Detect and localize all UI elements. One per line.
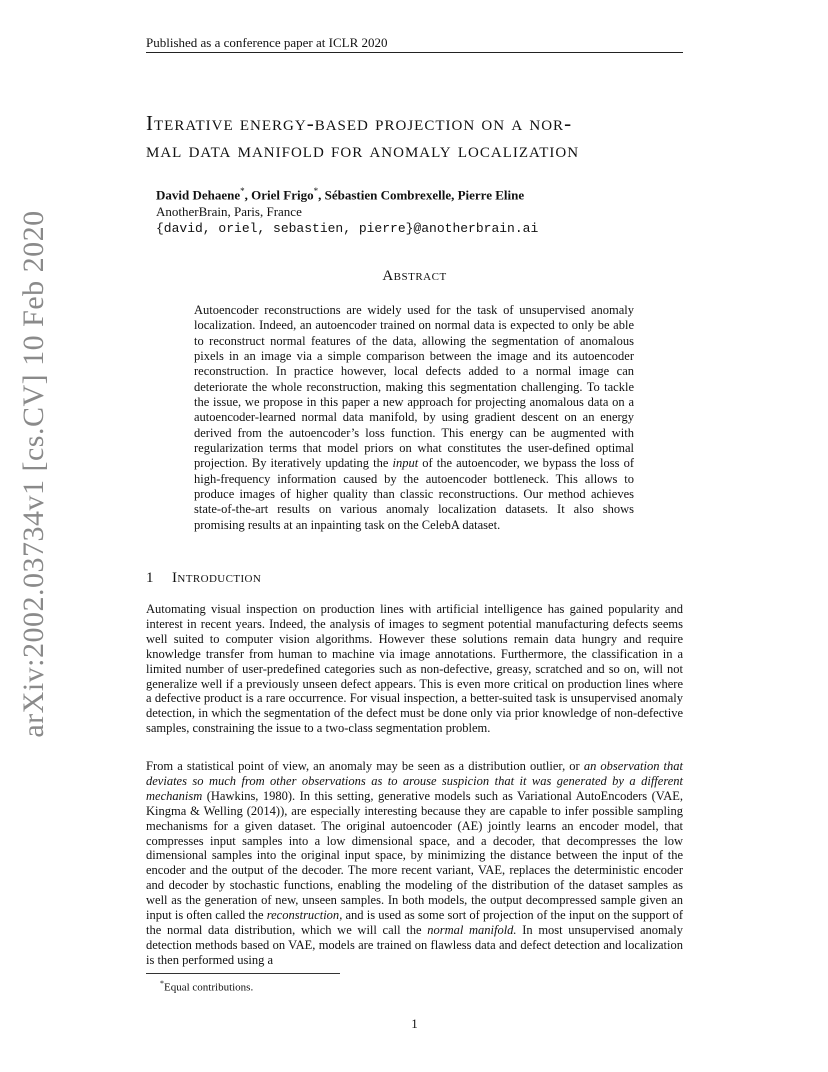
abstract-body xyxy=(194,303,634,533)
title-line-2: mal data manifold for anomaly localization xyxy=(146,138,580,162)
footnote-text: Equal contributions. xyxy=(164,981,254,994)
paragraph-text: (Hawkins, 1980). In this setting, generative models such as Variational AutoEncoders (VAE, Kingma & Welling (2014)), are especially interesting because they are capable to infer possible sampling mechanisms for a given dataset. The original autoencoder (AE) jointly learns an encoder model, that compresses input samples into a low dimensional space, and a decoder, that decompresses the low dimensional samples into the original input space, by minimizing the distance between the input of the encoder and the output of the decoder. The more recent variant, VAE, replaces the deterministic encoder and decoder by stochastic functions, enabling the modeling of the distribution of the dataset samples as well as the generation of new, unseen samples. In both models, the output decompressed sample given an input is often called the xyxy=(146,788,683,923)
author-emails: {david, oriel, sebastien, pierre}@anotherbrain.ai xyxy=(156,221,539,237)
author-name: David Dehaene xyxy=(156,187,241,203)
paragraph-italic: normal manifold. xyxy=(427,922,517,937)
author-name: Oriel Frigo xyxy=(251,187,314,203)
paragraph-italic: reconstruction xyxy=(266,908,340,923)
header-rule xyxy=(146,52,683,53)
title-line-1: Iterative energy-based projection on a nor- xyxy=(146,111,573,135)
equal-contribution-mark: * xyxy=(313,186,319,196)
equal-contribution-mark: * xyxy=(240,186,245,196)
section-number: 1 xyxy=(146,570,154,586)
abstract-text: Autoencoder reconstructions are widely used for the task of unsupervised anomaly localization. Indeed, an autoencoder trained on normal data is expected to only be able to reconstruct normal features of the data, allowing the segmentation of anomalous pixels in an image via a simple comparison between the image and its autoencoder reconstruction. In practice however, local defects added to a normal image can deteriorate the whole reconstruction, making this segmentation challenging. To tackle the issue, we propose in this paper a new approach for projecting anomalous data on a autoencoder-learned normal data manifold, by using gradient descent on an energy derived from the autoencoder’s loss function. This energy can be augmented with regularization terms that model priors on what constitutes the user-defined optimal projection. By iteratively updating the xyxy=(194,303,634,471)
paragraph: Automating visual inspection on production lines with artificial intelligence has gained popularity and interest in recent years. Indeed, the analysis of images to segment potential manufacturing defects seems well suited to computer vision algorithms. However these solutions remain data hungry and require knowledge transfer from human to machine via image annotations. Furthermore, the classification in a limited number of user-predefined categories such as non-defective, greasy, scratched and so on, will not generalize well if a previously unseen defect appears. This is even more critical on production lines where a defective product is a rare occurrence. For visual inspection, a better-suited task is unsupervised anomaly detection, in which the segmentation of the defect must be done only via prior knowledge of non-defective samples, constraining the issue to a two-class segmentation problem. xyxy=(146,602,683,736)
running-header: Published as a conference paper at ICLR 2020 xyxy=(146,35,388,50)
footnote-mark: * xyxy=(160,979,164,988)
paragraph-text: In most unsupervised anomaly detection methods based on VAE, models are trained on flawless data and defect detection and localization is then performed using a xyxy=(146,922,683,967)
abstract-italic-input: input xyxy=(392,456,419,471)
affiliation: AnotherBrain, Paris, France xyxy=(156,204,302,220)
author-names: David Dehaene*, Oriel Frigo*, Sébastien Combrexelle, Pierre Eline xyxy=(156,186,525,203)
arxiv-stamp-text: arXiv:2002.03734v1 [cs.CV] 10 Feb 2020 xyxy=(17,210,50,738)
paragraph-italic: an observation that deviates so much from other observations as to arouse suspicion that it was generated by a different mechanism xyxy=(146,759,683,803)
author-block xyxy=(156,183,676,237)
section-title: Introduction xyxy=(172,570,262,586)
page-number: 1 xyxy=(411,1016,418,1031)
paragraph-text: From a statistical point of view, an anomaly may be seen as a distribution outlier, or xyxy=(146,759,584,773)
author-name: Pierre Eline xyxy=(457,187,525,203)
paragraph xyxy=(146,759,683,968)
footnote-rule xyxy=(146,973,340,974)
paragraph-text: , and is used as some sort of projection of the input on the support of the normal data distribution, which we will call the xyxy=(146,908,684,937)
author-name: Sébastien Combrexelle xyxy=(324,187,452,203)
footnote xyxy=(160,977,253,995)
abstract-text: of the autoencoder, we bypass the loss of high-frequency information caused by the autoencoder bottleneck. This allows to produce images of higher quality than classic reconstructions. Our method achieves state-of-the-art results on various anomaly localization datasets. It also shows promising results at an inpainting task on the CelebA dataset. xyxy=(194,456,635,532)
section-heading xyxy=(146,569,683,587)
paper-title xyxy=(146,110,706,164)
abstract-heading: Abstract xyxy=(382,268,447,284)
